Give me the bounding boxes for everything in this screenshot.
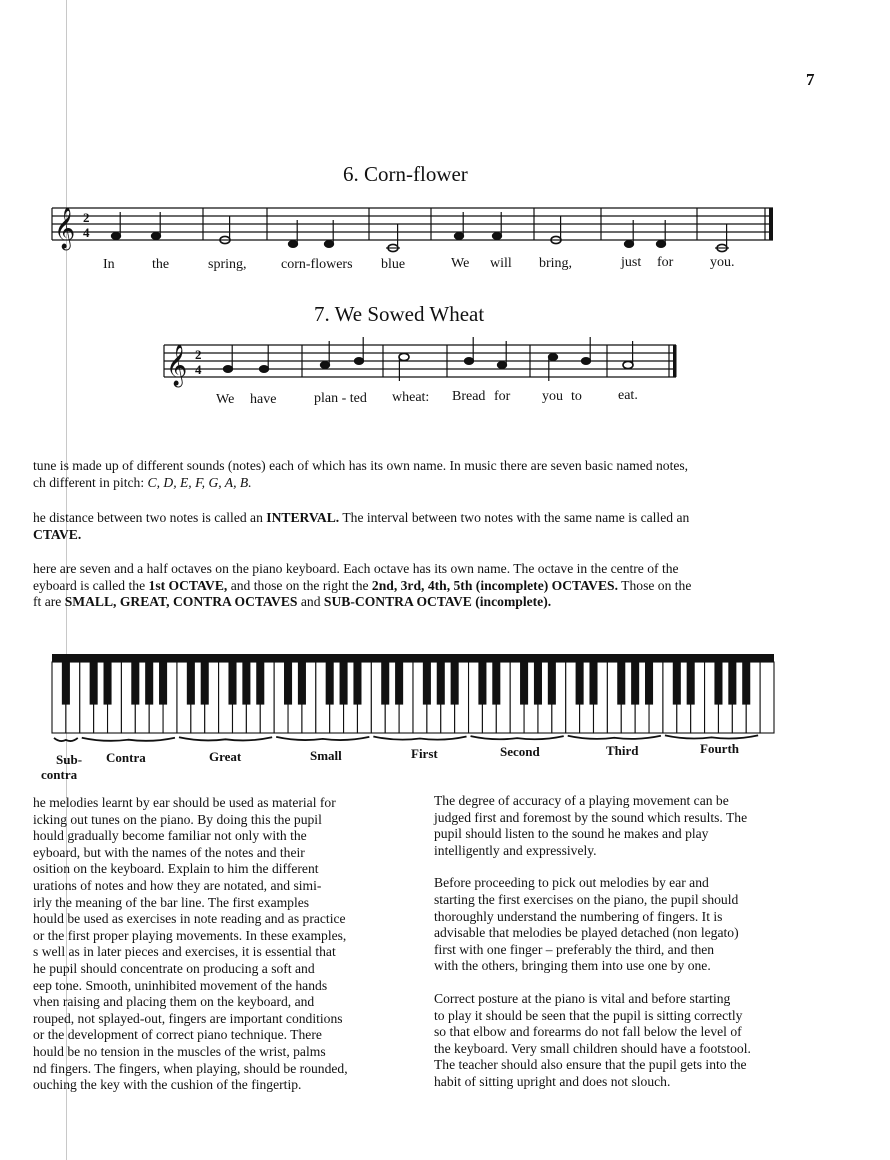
- text-line: urations of notes and how they are notated, and simi-: [33, 877, 322, 893]
- octaves-line-1: here are seven and a half octaves on the piano keyboard. Each octave has its own name. The octave in the centre of the: [33, 561, 679, 576]
- black-key: [645, 662, 653, 705]
- first-octave-term: 1st OCTAVE,: [148, 577, 228, 593]
- black-key: [548, 662, 556, 705]
- black-key: [687, 662, 695, 705]
- black-key: [714, 662, 722, 705]
- octave-label-first: First: [411, 746, 438, 761]
- black-key: [159, 662, 167, 705]
- text-line: the keyboard. Very small children should have a footstool.: [434, 1040, 751, 1056]
- octaves-line-2-end: Those on the: [618, 577, 692, 593]
- octave-label-second: Second: [500, 744, 540, 759]
- lyric-word: for: [657, 255, 674, 270]
- text-line: osition on the keyboard. Explain to him the different: [33, 861, 319, 877]
- black-key: [284, 662, 292, 705]
- upper-octaves-term: 2nd, 3rd, 4th, 5th (incomplete) OCTAVES.: [371, 577, 619, 593]
- text-line: The degree of accuracy of a playing movement can be: [434, 793, 729, 808]
- lyric-word: plan - ted: [314, 391, 367, 406]
- text-line: ouching the key with the cushion of the fingertip.: [33, 1077, 302, 1093]
- text-line: Before proceeding to pick out melodies by ear and: [434, 875, 709, 891]
- lyric-word: blue: [381, 257, 406, 272]
- octave-label-fourth: Fourth: [700, 741, 739, 756]
- svg-text:𝄞: 𝄞: [166, 345, 188, 386]
- black-key: [437, 662, 445, 705]
- black-key: [242, 662, 250, 705]
- left-column: [33, 795, 413, 1094]
- text-line: he pupil should concentrate on producing a soft and: [33, 960, 315, 976]
- octave-brace: [568, 736, 661, 739]
- text-line: irly the meaning of the bar line. The first examples: [33, 894, 310, 910]
- black-key: [492, 662, 500, 705]
- right-paragraph-2: [434, 875, 834, 975]
- right-paragraph-3: [434, 991, 834, 1091]
- text-line: thoroughly understand the numbering of fingers. It is: [434, 908, 723, 924]
- svg-text:4: 4: [83, 225, 90, 240]
- black-key: [298, 662, 306, 705]
- text-line: or the development of correct piano technique. There: [33, 1027, 322, 1043]
- text-line: advisable that melodies be played detached (non legato): [434, 925, 739, 941]
- lower-octaves-term: SMALL, GREAT, CONTRA OCTAVES: [64, 594, 298, 609]
- notes-line-1: tune is made up of different sounds (notes) each of which has its own name. In music there are seven basic named notes,: [33, 458, 689, 473]
- text-line: The teacher should also ensure that the pupil gets into the: [434, 1057, 747, 1073]
- interval-line-1-end: The interval between two notes with the same name is called an: [339, 510, 690, 525]
- lyric-word: We: [216, 392, 235, 407]
- song-title-we-sowed-wheat: 7. We Sowed Wheat: [314, 302, 485, 326]
- lyric-word: Bread: [452, 389, 486, 404]
- text-line: starting the first exercises on the piano, the pupil should: [434, 891, 739, 907]
- black-key: [228, 662, 236, 705]
- white-key: [760, 662, 774, 733]
- octave-label-small: Small: [310, 748, 342, 763]
- lyric-word: eat.: [618, 388, 638, 403]
- octave-brace: [665, 735, 758, 738]
- text-line: first with one finger – preferably the third, and then: [434, 941, 715, 957]
- black-key: [673, 662, 681, 705]
- octave-brace: [54, 738, 78, 741]
- black-key: [478, 662, 486, 705]
- octave-term: CTAVE.: [33, 526, 82, 542]
- black-key: [742, 662, 750, 705]
- black-key: [326, 662, 334, 705]
- black-key: [145, 662, 153, 705]
- octave-brace: [179, 737, 272, 740]
- black-key: [451, 662, 459, 705]
- lyric-word: you.: [710, 255, 735, 270]
- lyric-word: just: [621, 255, 642, 270]
- interval-line-1: he distance between two notes is called an: [33, 510, 267, 525]
- text-line: he melodies learnt by ear should be used as material for: [33, 795, 336, 810]
- black-key: [381, 662, 389, 705]
- lyric-word: to: [571, 389, 582, 404]
- text-line: habit of sitting upright and does not slouch.: [434, 1073, 671, 1089]
- black-key: [520, 662, 528, 705]
- octave-brace: [82, 738, 175, 741]
- text-line: pupil should listen to the sound he makes and play: [434, 826, 709, 842]
- lyric-word: will: [490, 256, 512, 271]
- black-key: [617, 662, 625, 705]
- black-key: [631, 662, 639, 705]
- lyric-word: spring,: [208, 257, 247, 272]
- text-line: Correct posture at the piano is vital and before starting: [434, 990, 731, 1006]
- text-line: intelligently and expressively.: [434, 842, 597, 858]
- black-key: [534, 662, 542, 705]
- black-key: [728, 662, 736, 705]
- octave-label-contra-part: contra: [41, 767, 78, 782]
- lyric-word: corn-flowers: [281, 257, 353, 272]
- text-line: to play it should be seen that the pupil is sitting correctly: [434, 1007, 743, 1023]
- svg-text:2: 2: [195, 347, 202, 362]
- lyric-word: wheat:: [392, 390, 430, 405]
- interval-term: INTERVAL.: [266, 510, 340, 525]
- text-line: judged first and foremost by the sound which results. The: [434, 809, 748, 825]
- text-line: rouped, not splayed-out, fingers are important conditions: [33, 1010, 343, 1026]
- right-column: [434, 793, 834, 1091]
- lyric-word: have: [250, 392, 277, 407]
- note-names: C, D, E, F, G, A, B.: [147, 474, 252, 490]
- svg-text:4: 4: [195, 362, 202, 377]
- octave-brace: [276, 737, 369, 740]
- black-key: [589, 662, 597, 705]
- text-line: nd fingers. The fingers, when playing, should be rounded,: [33, 1060, 348, 1076]
- text-line: eep tone. Smooth, uninhibited movement of the hands: [33, 977, 328, 993]
- octaves-line-2: eyboard is called the: [33, 577, 149, 593]
- lyric-word: bring,: [539, 256, 573, 271]
- text-line: vhen raising and placing them on the keyboard, and: [33, 994, 315, 1010]
- text-line: eyboard, but with the names of the notes and their: [33, 844, 305, 860]
- octaves-line-3: ft are: [33, 594, 65, 609]
- black-key: [340, 662, 348, 705]
- text-line: icking out tunes on the piano. By doing this the pupil: [33, 811, 322, 827]
- black-key: [104, 662, 112, 705]
- text-line: with the others, bringing them into use one by one.: [434, 958, 711, 974]
- octave-label-sub: Sub-: [56, 752, 83, 767]
- text-line: so that elbow and forearms do not fall below the level of: [434, 1024, 742, 1040]
- octaves-line-2-mid: and those on the right the: [227, 577, 372, 593]
- text-line: hould be no tension in the muscles of the wrist, palms: [33, 1043, 326, 1059]
- black-key: [576, 662, 584, 705]
- text-line: or the first proper playing movements. In these examples,: [33, 927, 347, 943]
- black-key: [90, 662, 98, 705]
- black-key: [353, 662, 361, 705]
- black-key: [62, 662, 70, 705]
- black-key: [187, 662, 195, 705]
- black-key: [423, 662, 431, 705]
- text-line: s well as in later pieces and exercises, it is essential that: [33, 944, 336, 960]
- notes-line-2: ch different in pitch:: [33, 474, 148, 490]
- octaves-line-3-mid: and: [297, 594, 324, 609]
- keyboard-top-rail: [52, 654, 774, 662]
- song-title-corn-flower: 6. Corn-flower: [343, 162, 468, 186]
- text-line: hould gradually become familiar not only with the: [33, 828, 307, 844]
- sub-contra-term: SUB-CONTRA OCTAVE (incomplete).: [323, 594, 552, 609]
- black-key: [131, 662, 139, 705]
- lyric-word: the: [152, 257, 170, 272]
- lyric-word: We: [451, 256, 470, 271]
- octave-brace: [373, 737, 466, 740]
- svg-text:2: 2: [83, 210, 90, 225]
- octave-brace: [471, 736, 564, 739]
- octave-label-great: Great: [209, 749, 242, 764]
- octave-label-third: Third: [606, 743, 639, 758]
- svg-text:𝄞: 𝄞: [54, 208, 76, 249]
- black-key: [256, 662, 264, 705]
- lyric-word: you: [542, 389, 563, 404]
- octave-label-contra: Contra: [106, 750, 146, 765]
- black-key: [201, 662, 209, 705]
- black-key: [395, 662, 403, 705]
- lyric-word: for: [494, 389, 511, 404]
- lyric-word: In: [103, 257, 115, 272]
- page-number: 7: [806, 70, 815, 89]
- text-line: hould be used as exercises in note reading and as practice: [33, 911, 346, 927]
- right-paragraph-1: [434, 793, 834, 859]
